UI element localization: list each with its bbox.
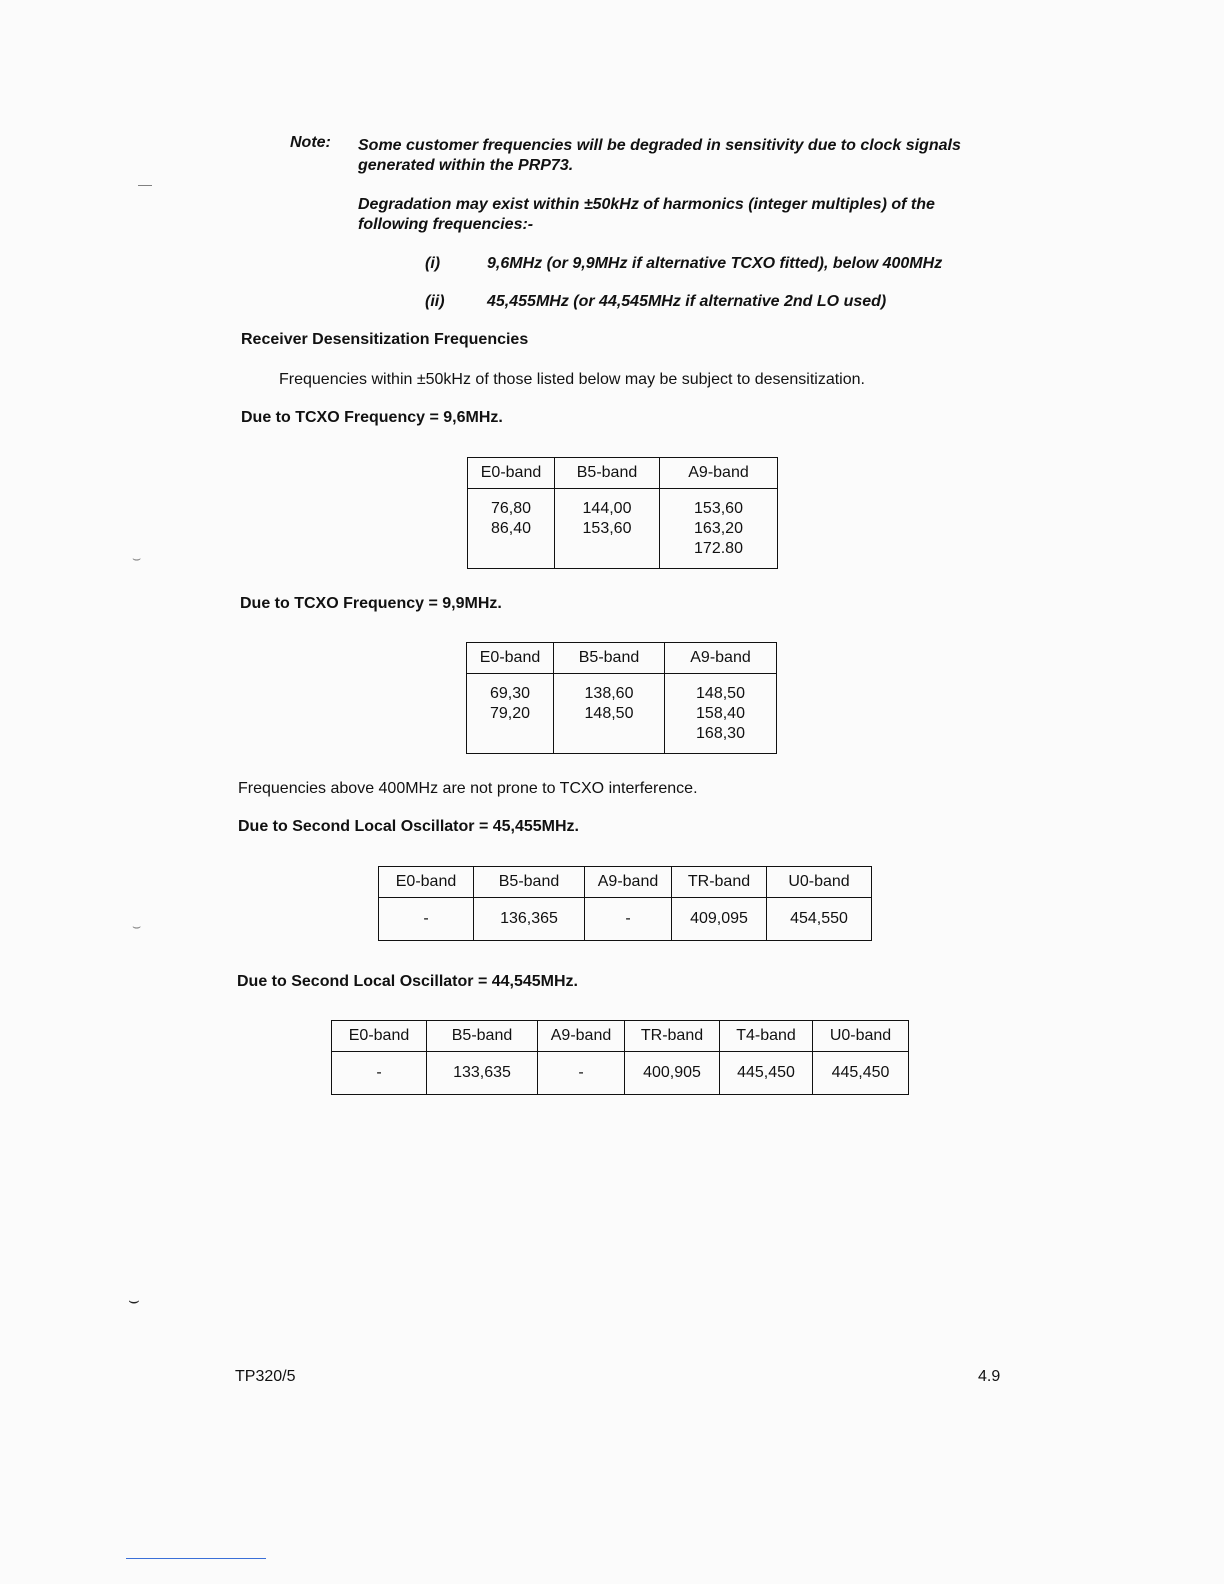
table-header-row — [332, 1021, 909, 1052]
table-cell — [555, 489, 660, 569]
scan-edge-line — [126, 1558, 266, 1559]
tcxo-99-heading: Due to TCXO Frequency = 9,9MHz. — [240, 595, 502, 612]
frequency-value: 76,80 — [490, 500, 532, 517]
table-cell: 400,905 — [625, 1052, 720, 1095]
note-paragraph-2 — [358, 195, 998, 235]
tcxo-96-table — [467, 457, 778, 569]
column-header: B5-band — [555, 458, 660, 489]
note-item-1-number: (i) — [425, 255, 441, 272]
frequency-value: 144,00 — [582, 500, 632, 517]
footer-page-number: 4.9 — [978, 1368, 1001, 1385]
column-header: A9-band — [660, 458, 778, 489]
frequency-value: 153,60 — [582, 520, 632, 537]
table-cell — [467, 674, 554, 754]
lo-44545-table — [331, 1020, 909, 1095]
table-cell: - — [585, 898, 672, 941]
frequency-value: 79,20 — [489, 705, 531, 722]
note-item-2-text: 45,455MHz (or 44,545MHz if alternative 2nd LO used) — [487, 293, 887, 310]
table-row — [379, 898, 872, 941]
table-cell: 445,450 — [813, 1052, 909, 1095]
table-cell: 445,450 — [720, 1052, 813, 1095]
note-paragraph-1-line-1: Some customer frequencies will be degraded in sensitivity due to clock signals — [358, 137, 961, 154]
note-label: Note: — [290, 134, 331, 151]
scan-mark-decoration: ⌣ — [128, 1290, 140, 1310]
table-row — [332, 1052, 909, 1095]
table-cell: 136,365 — [474, 898, 585, 941]
scan-mark-decoration: ⌣ — [132, 918, 142, 934]
column-header: TR-band — [672, 867, 767, 898]
scan-mark-decoration: — — [138, 176, 152, 192]
tcxo-99-table — [466, 642, 777, 754]
table-header-row — [468, 458, 778, 489]
table-header-row — [379, 867, 872, 898]
above-400mhz-note: Frequencies above 400MHz are not prone to TCXO interference. — [238, 780, 698, 797]
note-item-1-text: 9,6MHz (or 9,9MHz if alternative TCXO fitted), below 400MHz — [487, 255, 943, 272]
note-paragraph-2-line-2: following frequencies:- — [358, 216, 534, 233]
column-header: E0-band — [379, 867, 474, 898]
frequency-value: 158,40 — [696, 705, 745, 722]
table-cell: 133,635 — [427, 1052, 538, 1095]
column-header: E0-band — [468, 458, 555, 489]
frequency-value: 148,50 — [584, 705, 634, 722]
frequency-value: 86,40 — [490, 520, 532, 537]
column-header: A9-band — [585, 867, 672, 898]
note-item-2-number: (ii) — [425, 293, 445, 310]
table-cell: 454,550 — [767, 898, 872, 941]
frequency-value: 168,30 — [696, 725, 745, 742]
frequency-value: 163,20 — [694, 520, 743, 537]
lo-45455-heading: Due to Second Local Oscillator = 45,455MHz. — [238, 818, 579, 835]
section-heading: Receiver Desensitization Frequencies — [241, 331, 529, 348]
table-cell: 409,095 — [672, 898, 767, 941]
table-header-row — [467, 643, 777, 674]
note-paragraph-1-line-2: generated within the PRP73. — [358, 157, 574, 174]
scan-mark-decoration: ⌣ — [132, 550, 142, 566]
column-header: A9-band — [665, 643, 777, 674]
intro-text: Frequencies within ±50kHz of those listed below may be subject to desensitization. — [279, 371, 865, 388]
column-header: B5-band — [427, 1021, 538, 1052]
table-cell: - — [332, 1052, 427, 1095]
tcxo-96-heading: Due to TCXO Frequency = 9,6MHz. — [241, 409, 503, 426]
lo-45455-table — [378, 866, 872, 941]
column-header: E0-band — [467, 643, 554, 674]
frequency-value: 69,30 — [489, 685, 531, 702]
column-header: B5-band — [474, 867, 585, 898]
column-header: U0-band — [767, 867, 872, 898]
column-header: TR-band — [625, 1021, 720, 1052]
table-cell — [660, 489, 778, 569]
column-header: A9-band — [538, 1021, 625, 1052]
frequency-value: 153,60 — [694, 500, 743, 517]
footer-doc-ref: TP320/5 — [235, 1368, 296, 1385]
table-cell: - — [538, 1052, 625, 1095]
lo-44545-heading: Due to Second Local Oscillator = 44,545MHz. — [237, 973, 578, 990]
column-header: E0-band — [332, 1021, 427, 1052]
column-header: U0-band — [813, 1021, 909, 1052]
table-row — [468, 489, 778, 569]
table-cell — [665, 674, 777, 754]
table-cell: - — [379, 898, 474, 941]
frequency-value: 172.80 — [694, 540, 743, 557]
note-paragraph-2-line-1: Degradation may exist within ±50kHz of harmonics (integer multiples) of the — [358, 196, 935, 213]
table-row — [467, 674, 777, 754]
frequency-value: 148,50 — [696, 685, 745, 702]
table-cell — [468, 489, 555, 569]
frequency-value: 138,60 — [584, 685, 634, 702]
note-paragraph-1 — [358, 136, 998, 176]
column-header: T4-band — [720, 1021, 813, 1052]
column-header: B5-band — [554, 643, 665, 674]
table-cell — [554, 674, 665, 754]
